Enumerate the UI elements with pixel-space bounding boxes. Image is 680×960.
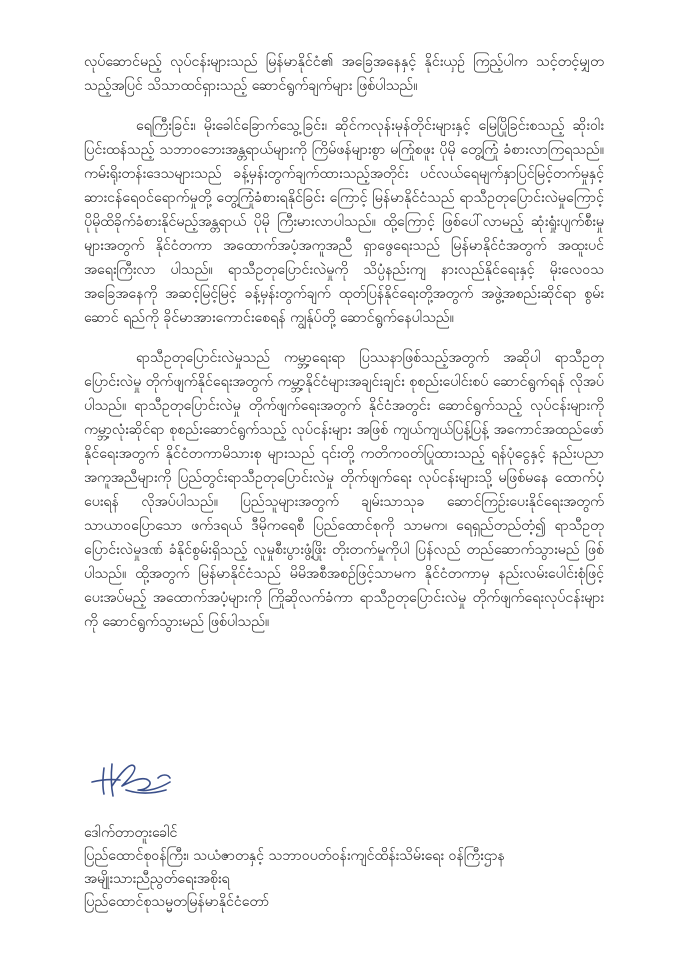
signature-block xyxy=(84,822,624,914)
signatory-title-ministry: ပြည်ထောင်စုဝန်ကြီး၊ သယံဇာတနှင့် သဘာဝပတ်ဝန်းကျင်ထိန်းသိမ်းရေး ဝန်ကြီးဌာန xyxy=(84,848,505,864)
signatory-title-government: အမျိုးသားညီညွတ်ရေးအစိုးရ xyxy=(84,871,230,887)
letter-body xyxy=(84,50,604,650)
signatory-title-country: ပြည်ထောင်စုသမ္မတမြန်မာနိုင်ငံတော် xyxy=(84,894,270,910)
handwritten-signature xyxy=(86,752,196,802)
signatory-name: ဒေါက်တာတူးခေါင် xyxy=(84,825,178,841)
paragraph-1: လုပ်ဆောင်မည့် လုပ်ငန်းများသည် မြန်မာနိုင်ငံ၏ အခြေအနေနှင့် နိုင်းယှဉ် ကြည့်ပါက သင့်တင့်မျှတသည့်အပြင် သိသာထင်ရှားသည့် ဆောင်ရွက်ချက်များ ဖြစ်ပါသည်။ xyxy=(84,54,604,94)
paragraph-3: ရာသီဥတုပြောင်းလဲမှုသည် ကမ္ဘာ့ရေးရာ ပြဿနာဖြစ်သည့်အတွက် အဆိုပါ ရာသီဥတု ပြောင်းလဲမှု တိုက်ဖျက်နိုင်ရေးအတွက် ကမ္ဘာ့နိုင်ငံများအချင်းချင်း စုစည်းပေါင်းစပ် ဆောင်ရွက်ရန် လိုအပ်ပါသည်။ ရာသီဥတုပြောင်းလဲမှု တိုက်ဖျက်ရေးအတွက် နိုင်ငံအတွင်း ဆောင်ရွက်သည့် လုပ်ငန်းများကို ကမ္ဘာ့လုံးဆိုင်ရာ စုစည်းဆောင်ရွက်သည့် လုပ်ငန်းများ အဖြစ် ကျယ်ကျယ်ပြန့်ပြန့် အကောင်အထည်ဖော်နိုင်ရေးအတွက် နိုင်ငံတကာမိသားစု များသည် ၎င်းတို့ ကတိကဝတ်ပြုထားသည့် ရန်ပုံငွေနှင့် နည်းပညာအကူအညီများကို ပြည်တွင်းရာသီဥတုပြောင်းလဲမှု တိုက်ဖျက်ရေး လုပ်ငန်းများသို့ မဖြစ်မနေ ထောက်ပံ့ပေးရန် လိုအပ်ပါသည်။ ပြည်သူများအတွက် ချမ်းသာသုခ ဆောင်ကြဉ်းပေးနိုင်ရေးအတွက် သာယာဝပြောသော ဖက်ဒရယ် ဒီမိုကရေစီ ပြည်ထောင်စုကို သာမက၊ ရေရှည်တည်တံ့၍ ရာသီဥတုပြောင်းလဲမှုဒဏ် ခံနိုင်စွမ်းရှိသည့် လူမှုစီးပွားဖွံ့ဖြိုး တိုးတက်မှုကိုပါ ပြန်လည် တည်ဆောက်သွားမည် ဖြစ်ပါသည်။ ထို့အတွက် မြန်မာနိုင်ငံသည် မိမိအစီအစဉ်ဖြင့်သာမက နိုင်ငံတကာမှ နည်းလမ်းပေါင်းစုံဖြင့် ပေးအပ်မည့် အထောက်အပံ့များကို ကြိုဆိုလက်ခံကာ ရာသီဥတုပြောင်းလဲမှု တိုက်ဖျက်ရေးလုပ်ငန်းများကို ဆောင်ရွက်သွားမည် ဖြစ်ပါသည်။ xyxy=(84,350,604,630)
paragraph-2: ရေကြီးခြင်း၊ မိုးခေါင်ခြောက်သွေ့ခြင်း၊ ဆိုင်ကလုန်းမုန်တိုင်းများနှင့် မြေပြိုခြင်းစသည့် ဆိုးဝါးပြင်းထန်သည့် သဘာဝဘေးအန္တရာယ်များကို ကြိမ်ဖန်များစွာ မကြုံစဖူး ပိုမို တွေ့ကြုံ ခံစားလာကြရသည်။ ကမ်းရိုးတန်းဒေသများသည် ခန့်မှန်းတွက်ချက်ထားသည့်အတိုင်း ပင်လယ်ရေမျက်နှာပြင်မြင့်တက်မှုနှင့် ဆားငန်ရေဝင်ရောက်မှုတို့ တွေ့ကြုံခံစားရနိုင်ခြင်း ကြောင့် မြန်မာနိုင်ငံသည် ရာသီဥတုပြောင်းလဲမှုကြောင့် ပိုမိုထိခိုက်ခံစားနိုင်မည့်အန္တရာယ် ပိုမို ကြီးမားလာပါသည်။ ထို့ကြောင့် ဖြစ်ပေါ်လာမည့် ဆုံးရှုံးပျက်စီးမှုများအတွက် နိုင်ငံတကာ အထောက်အပံ့အကူအညီ ရှာဖွေရေးသည် မြန်မာနိုင်ငံအတွက် အထူးပင် အရေးကြီးလာ ပါသည်။ ရာသီဥတုပြောင်းလဲမှုကို သိပ္ပံနည်းကျ နားလည်နိုင်ရေးနှင့် မိုးလေဝသအခြေအနေကို အဆင့်မြင့်မြင့် ခန့်မှန်းတွက်ချက် ထုတ်ပြန်နိုင်ရေးတို့အတွက် အဖွဲ့အစည်းဆိုင်ရာ စွမ်းဆောင် ရည်ကို ခိုင်မာအားကောင်းစေရန် ကျွန်ုပ်တို့ ဆောင်ရွက်နေပါသည်။ xyxy=(84,118,604,326)
